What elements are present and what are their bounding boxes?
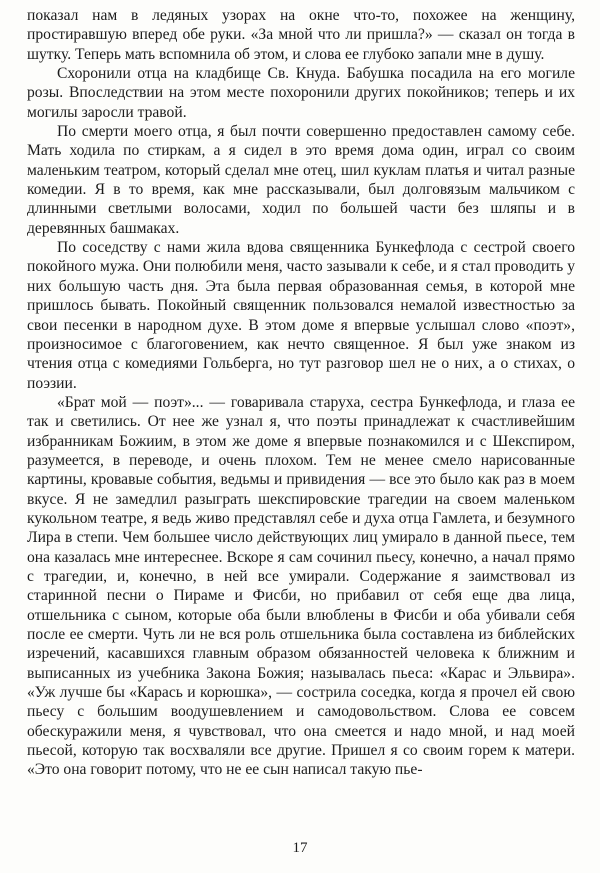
paragraph-continuation: показал нам в ледяных узорах на окне что-то, похожее на женщину, простиравшую вперед обе руки. «За мной что ли пришла?» — сказал он тогда в шутку. Теперь мать вспомнила об этом, и слова ее глубоко запали мне в душу. [27,7,575,63]
paragraph: Схоронили отца на кладбище Св. Кнуда. Бабушка посадила на его могиле розы. Впоследствии на этом месте похоронили других покойников; теперь и их могилы заросли травой. [27,65,575,121]
page-text [27,6,575,780]
paragraph: «Брат мой — поэт»... — говаривала старуха, сестра Бункефлода, и глаза ее так и светились. От нее же узнал я, что поэты принадлежат к счастливейшим избранникам Божиим, в этом же доме я впервые познакомился и с Шекспиром, разумеется, в переводе, и очень плохом. Тем не менее смело нарисованные картины, кровавые события, ведьмы и привидения — все это было как раз в моем вкусе. Я не замедлил разыграть шекспировские трагедии на своем маленьком кукольном театре, я ведь живо представлял себе и духа отца Гамлета, и безумного Лира в степи. Чем большее число действующих лиц умирало в данной пьесе, тем она казалась мне интереснее. Вскоре я сам сочинил пьесу, конечно, а начал прямо с трагедии, и, конечно, в ней все умирали. Содержание я заимствовал из старинной песни о Пираме и Фисби, но прибавил от себя еще два лица, отшельника с сыном, которые оба были влюблены в Фисби и оба убивали себя после ее смерти. Чуть ли не вся роль отшельника была составлена из библейских изречений, касавшихся главным образом обязанностей человека к ближним и выписанных из учебника Закона Божия; называлась пьеса: «Карас и Эльвира». «Уж лучше бы «Карась и корюшка», — сострила соседка, когда я прочел ей свою пьесу с большим воодушевлением и самодовольством. Слова ее совсем обескуражили меня, я чувствовал, что она смеется и надо мной, и над моей пьесой, которую так восхваляли все другие. Пришел я со своим горем к матери. «Это она говорит потому, что не ее сын написал такую пье- [27,393,575,779]
paragraph: По смерти моего отца, я был почти совершенно предоставлен самому себе. Мать ходила по стиркам, а я сидел в это время дома один, играл со своим маленьким театром, который сделал мне отец, шил куклам платья и читал разные комедии. Я в то время, как мне рассказывали, был долговязым мальчиком с длинными светлыми волосами, ходил по большей части без шляпы и в деревянных башмаках. [27,123,575,237]
paragraph: По соседству с нами жила вдова священника Бункефлода с сестрой своего покойного мужа. Они полюбили меня, часто зазывали к себе, и я стал проводить у них большую часть дня. Эта была первая образованная семья, в которой мне пришлось бывать. Покойный священник пользовался немалой известностью за свои песенки в народном духе. В этом доме я впервые услышал слово «поэт», произносимое с благоговением, как нечто священное. Я был уже знаком из чтения отца с комедиями Гольберга, но тут разговор шел не о них, а о стихах, о поэзии. [27,239,575,392]
page-number: 17 [292,840,308,856]
